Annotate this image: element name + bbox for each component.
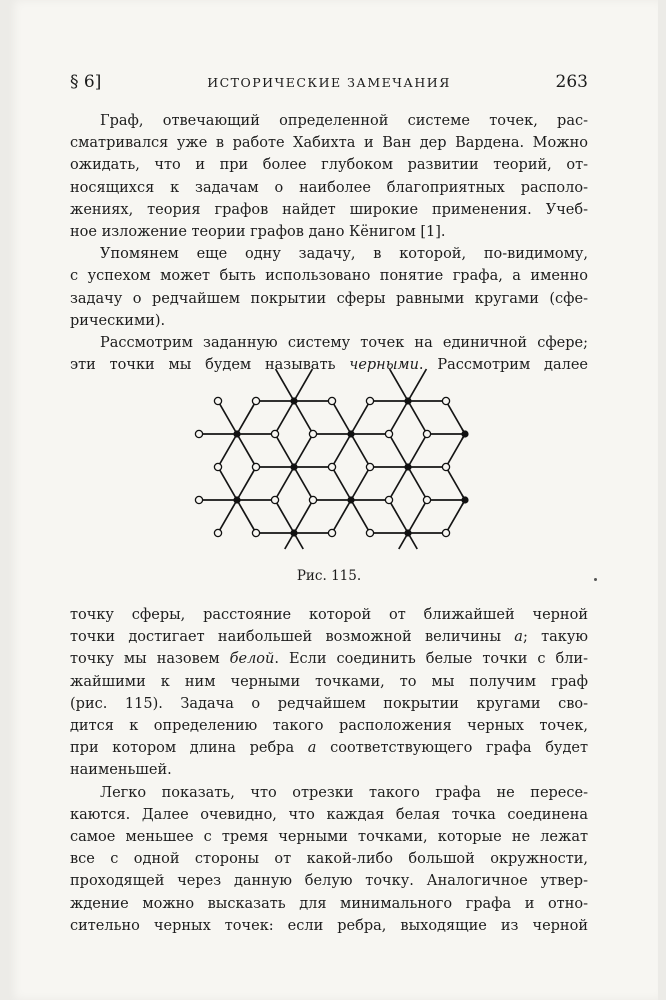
black-point bbox=[404, 463, 411, 470]
text-line: наименьшей. bbox=[70, 762, 172, 779]
paragraph-block-top bbox=[70, 110, 588, 376]
white-point bbox=[214, 529, 221, 536]
running-header bbox=[70, 72, 588, 96]
running-title: ИСТОРИЧЕСКИЕ ЗАМЕЧАНИЯ bbox=[207, 75, 451, 90]
text-line: каются. Далее очевидно, что каждая белая точка соединена bbox=[70, 806, 588, 823]
text-line: точку сферы, расстояние которой от ближайшей черной bbox=[70, 607, 588, 623]
white-point bbox=[423, 430, 430, 437]
graph-edge bbox=[294, 500, 313, 533]
white-point bbox=[309, 496, 316, 503]
graph-edge bbox=[351, 434, 370, 467]
white-point bbox=[309, 430, 316, 437]
graph-edge bbox=[275, 401, 294, 434]
white-point bbox=[328, 463, 335, 470]
text-line: рическими). bbox=[70, 312, 166, 329]
graph-edge bbox=[351, 467, 370, 500]
graph-edge bbox=[237, 401, 256, 434]
italic-term-black: черными bbox=[349, 357, 419, 374]
graph-edge bbox=[408, 500, 427, 533]
italic-term-white: белой bbox=[229, 651, 275, 668]
graph-edge bbox=[294, 467, 313, 500]
graph-edge bbox=[332, 434, 351, 467]
graph-edge bbox=[275, 500, 294, 533]
graph-edge bbox=[389, 401, 408, 434]
text-line: задачу о редчайшем покрытии сферы равными кругами (сфе- bbox=[70, 290, 588, 307]
text-line: при котором длина ребра a соответствующего графа будет bbox=[70, 740, 588, 757]
graph-edge bbox=[218, 467, 237, 500]
text-line: ное изложение теории графов дано Кёнигом [1]. bbox=[70, 224, 446, 241]
text-line: точку мы назовем белой. Если соединить белые точки с бли- bbox=[70, 651, 588, 668]
white-point bbox=[442, 529, 449, 536]
graph-edge bbox=[275, 434, 294, 467]
graph-edge bbox=[294, 401, 313, 434]
graph-edge bbox=[351, 401, 370, 434]
text-line: проходящей через данную белую точку. Аналогичное утвер- bbox=[70, 873, 588, 890]
text-line: с успехом может быть использовано понятие графа, а именно bbox=[70, 268, 588, 285]
graph-edge bbox=[408, 369, 426, 401]
text-line: ожидать, что и при более глубоком развитии теорий, от- bbox=[70, 157, 588, 174]
black-point bbox=[404, 529, 411, 536]
graph-edge bbox=[275, 467, 294, 500]
black-point bbox=[290, 463, 297, 470]
black-point bbox=[233, 496, 240, 503]
print-speck bbox=[594, 578, 597, 581]
white-point bbox=[195, 430, 202, 437]
graph-edge bbox=[332, 500, 351, 533]
white-point bbox=[328, 529, 335, 536]
text-line: все с одной стороны от какой-либо большой окружности, bbox=[70, 851, 588, 868]
white-point bbox=[385, 496, 392, 503]
section-number: § 6] bbox=[70, 72, 102, 92]
white-point bbox=[366, 529, 373, 536]
text-line: ждение можно высказать для минимального графа и отно- bbox=[70, 895, 588, 912]
graph-edge bbox=[389, 500, 408, 533]
white-point bbox=[271, 496, 278, 503]
white-point bbox=[195, 496, 202, 503]
graph-edge bbox=[389, 434, 408, 467]
text-line: жениях, теория графов найдет широкие применения. Учеб- bbox=[70, 201, 588, 218]
black-point bbox=[461, 430, 468, 437]
white-point bbox=[252, 529, 259, 536]
italic-symbol-a: a bbox=[307, 740, 317, 757]
white-point bbox=[366, 463, 373, 470]
white-point bbox=[423, 496, 430, 503]
text-line: точки достигает наибольшей возможной величины a; такую bbox=[70, 629, 588, 646]
graph-edge bbox=[294, 369, 312, 401]
graph-edge bbox=[332, 401, 351, 434]
white-point bbox=[385, 430, 392, 437]
graph-edge bbox=[276, 369, 294, 401]
page-number: 263 bbox=[555, 72, 588, 92]
white-point bbox=[252, 463, 259, 470]
graph-edge bbox=[218, 500, 237, 533]
graph-edges bbox=[199, 369, 465, 549]
graph-edge bbox=[390, 369, 408, 401]
text-line: Легко показать, что отрезки такого графа не пересе- bbox=[100, 784, 588, 801]
black-point bbox=[461, 496, 468, 503]
graph-edge bbox=[446, 500, 465, 533]
text-line: сительно черных точек: если ребра, выходящие из черной bbox=[70, 917, 588, 934]
white-point bbox=[214, 463, 221, 470]
graph-edge bbox=[351, 500, 370, 533]
graph-edge bbox=[446, 434, 465, 467]
white-point bbox=[214, 397, 221, 404]
graph-edge bbox=[237, 500, 256, 533]
black-point bbox=[290, 529, 297, 536]
white-point bbox=[366, 397, 373, 404]
black-point bbox=[404, 397, 411, 404]
text-line: Граф, отвечающий определенной системе точек, рас- bbox=[100, 113, 588, 129]
graph-edge bbox=[237, 434, 256, 467]
graph-edge bbox=[218, 434, 237, 467]
text-line: Рассмотрим заданную систему точек на единичной сфере; bbox=[100, 335, 588, 352]
figure-caption: Рис. 115. bbox=[296, 568, 362, 584]
black-point bbox=[290, 397, 297, 404]
black-point bbox=[347, 496, 354, 503]
text-line: сматривался уже в работе Хабихта и Ван дер Вардена. Можно bbox=[70, 135, 588, 152]
graph-edge bbox=[408, 401, 427, 434]
italic-symbol-a: a bbox=[514, 629, 523, 646]
figure-115-graph bbox=[190, 360, 475, 560]
text-line: носящихся к задачам о наиболее благоприятных располо- bbox=[70, 179, 588, 196]
graph-edge bbox=[389, 467, 408, 500]
paragraph-block-bottom bbox=[70, 604, 588, 937]
text-line: самое меньшее с тремя черными точками, которые не лежат bbox=[70, 829, 588, 846]
white-point bbox=[271, 430, 278, 437]
text-line: дится к определению такого расположения черных точек, bbox=[70, 718, 588, 735]
white-point bbox=[252, 397, 259, 404]
black-point bbox=[347, 430, 354, 437]
graph-edge bbox=[237, 467, 256, 500]
white-point bbox=[442, 397, 449, 404]
white-point bbox=[442, 463, 449, 470]
text-line-italic-term: эти точки мы будем называть черными. Рассмотрим далее bbox=[70, 357, 588, 374]
graph-edge bbox=[294, 434, 313, 467]
white-point bbox=[328, 397, 335, 404]
graph-edge bbox=[218, 401, 237, 434]
graph-edge bbox=[408, 467, 427, 500]
text-line: (рис. 115). Задача о редчайшем покрытии кругами сво- bbox=[70, 695, 588, 712]
text-line: жайшими к ним черными точками, то мы получим граф bbox=[70, 673, 588, 690]
graph-edge bbox=[332, 467, 351, 500]
text-line: Упомянем еще одну задачу, в которой, по-видимому, bbox=[100, 246, 588, 263]
black-point bbox=[233, 430, 240, 437]
graph-edge bbox=[408, 434, 427, 467]
